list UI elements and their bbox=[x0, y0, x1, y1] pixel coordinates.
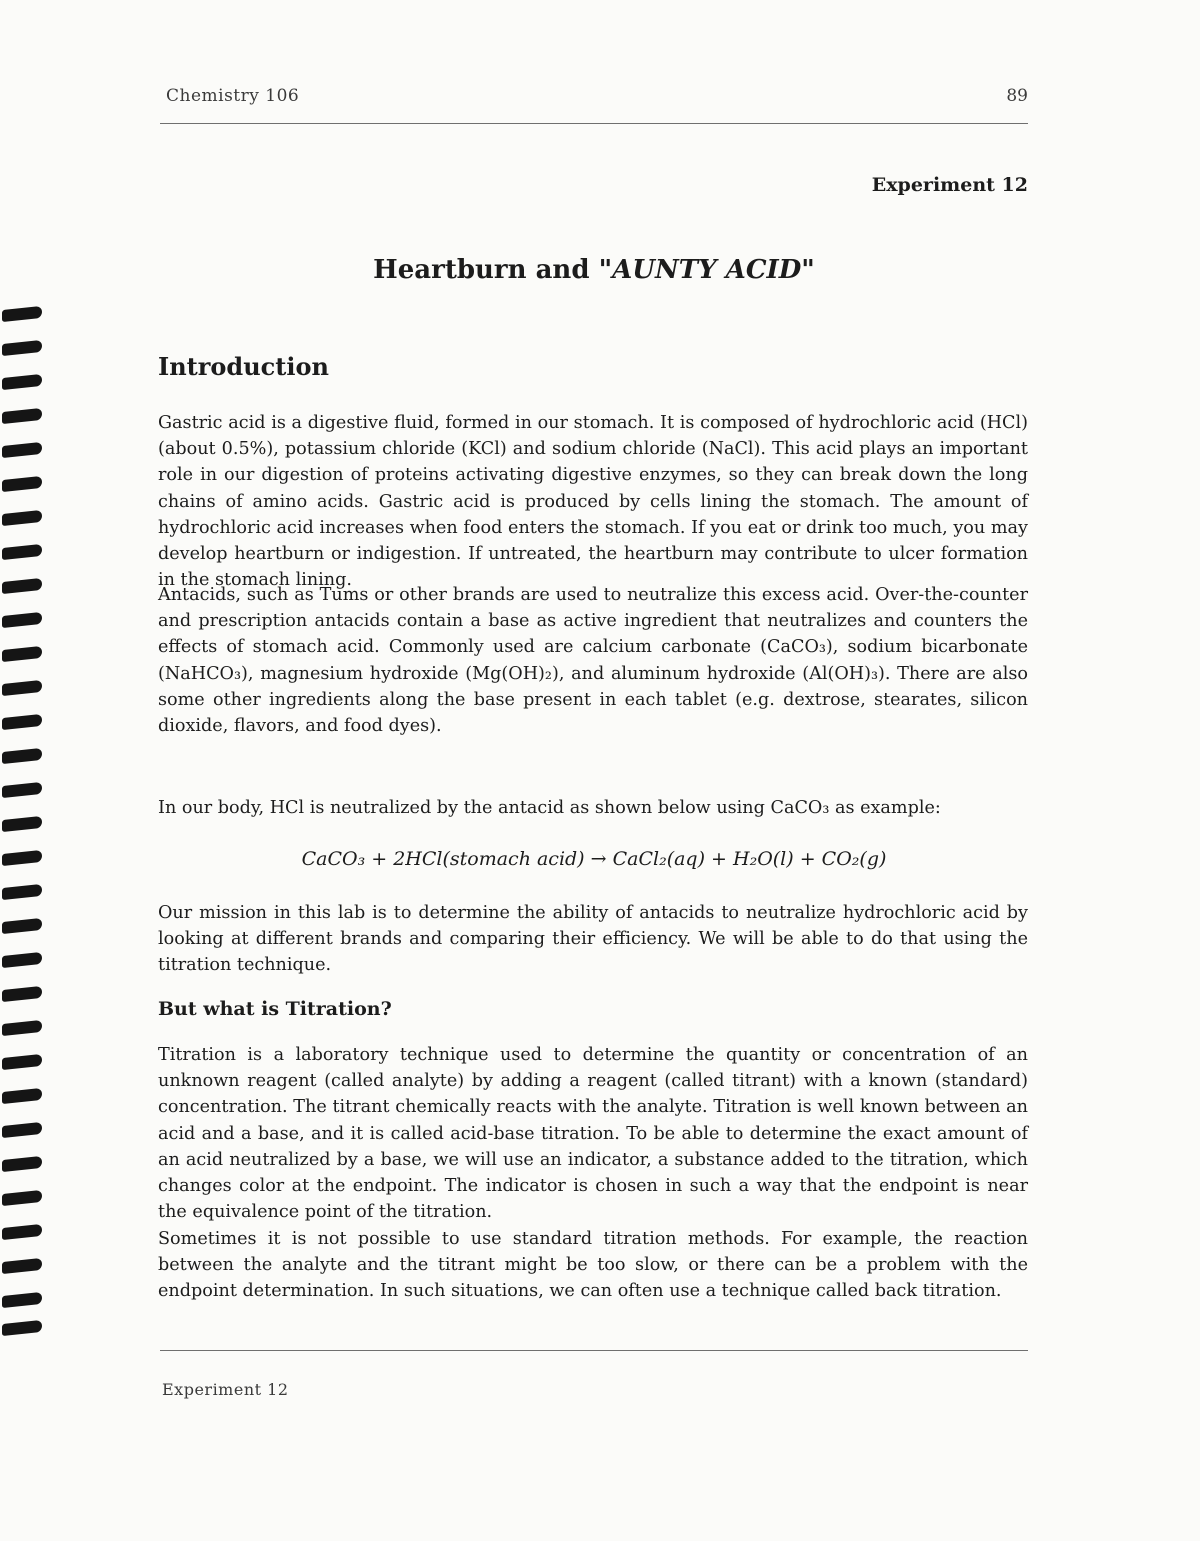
binding-ring bbox=[2, 884, 42, 900]
title-emphasis: "AUNTY ACID" bbox=[598, 255, 815, 285]
binding-ring bbox=[2, 1122, 42, 1138]
header-rule bbox=[160, 123, 1028, 124]
binding-ring bbox=[2, 1054, 42, 1070]
binding-ring bbox=[2, 850, 42, 866]
binding-ring bbox=[2, 544, 42, 560]
binding-ring bbox=[2, 510, 42, 526]
intro-paragraph-2: Antacids, such as Tums or other brands are used to neutralize this excess acid. Over-the-counter and prescription antacids contain a base as active ingredient that neutralizes and counters the effects of stomach acid. Commonly used are calcium carbonate (CaCO₃), sodium bicarbonate (NaHCO₃), magnesium hydroxide (Mg(OH)₂), and aluminum hydroxide (Al(OH)₃). There are also some other ingredients along the base present in each tablet (e.g. dextrose, stearates, silicon dioxide, flavors, and food dyes). bbox=[158, 585, 1028, 737]
binding-ring bbox=[2, 1088, 42, 1104]
page-number: 89 bbox=[1006, 86, 1028, 106]
page-title bbox=[160, 255, 1028, 285]
binding-ring bbox=[2, 306, 42, 322]
binding-ring bbox=[2, 408, 42, 424]
binding-ring bbox=[2, 748, 42, 764]
titration-paragraph-2: Sometimes it is not possible to use standard titration methods. For example, the reaction between the analyte and the titrant might be too slow, or there can be a problem with the endpoint determination. In such situations, we can often use a technique called back titration. bbox=[158, 1229, 1028, 1302]
binding-ring bbox=[2, 340, 42, 356]
binding-ring bbox=[2, 578, 42, 594]
binding-ring bbox=[2, 1224, 42, 1240]
title-main: Heartburn and bbox=[373, 255, 599, 285]
running-header bbox=[160, 86, 1028, 108]
binding-ring bbox=[2, 1190, 42, 1206]
binding-ring bbox=[2, 1156, 42, 1172]
binding-ring bbox=[2, 374, 42, 390]
footer-label: Experiment 12 bbox=[162, 1380, 289, 1399]
binding-ring bbox=[2, 918, 42, 934]
binding-ring bbox=[2, 816, 42, 832]
intro-paragraph-4: Our mission in this lab is to determine the ability of antacids to neutralize hydrochloric acid by looking at different brands and comparing their efficiency. We will be able to do that using the titration technique. bbox=[158, 903, 1028, 976]
binding-ring bbox=[2, 1292, 42, 1308]
titration-paragraph-1: Titration is a laboratory technique used to determine the quantity or concentration of an unknown reagent (called analyte) by adding a reagent (called titrant) with a known (standard) concentration. The titrant chemically reacts with the analyte. Titration is well known between an acid and a base, and it is called acid-base titration. To be able to determine the exact amount of an acid neutralized by a base, we will use an indicator, a substance added to the titration, which changes color at the endpoint. The indicator is chosen in such a way that the endpoint is near the equivalence point of the titration. bbox=[158, 1045, 1028, 1223]
binding-ring bbox=[2, 986, 42, 1002]
binding-ring bbox=[2, 646, 42, 662]
intro-paragraph-1: Gastric acid is a digestive fluid, formed in our stomach. It is composed of hydrochloric acid (HCl) (about 0.5%), potassium chloride (KCl) and sodium chloride (NaCl). This acid plays an important role in our digestion of proteins activating digestive enzymes, so they can break down the long chains of amino acids. Gastric acid is produced by cells lining the stomach. The amount of hydrochloric acid increases when food enters the stomach. If you eat or drink too much, you may develop heartburn or indigestion. If untreated, the heartburn may contribute to ulcer formation in the stomach lining. bbox=[158, 413, 1028, 591]
binding-ring bbox=[2, 476, 42, 492]
introduction-heading: Introduction bbox=[158, 352, 329, 381]
intro-paragraph-3: In our body, HCl is neutralized by the antacid as shown below using CaCO₃ as example: bbox=[158, 798, 941, 818]
reaction-equation: CaCO₃ + 2HCl(stomach acid) → CaCl₂(aq) + H₂O(l) + CO₂(g) bbox=[301, 848, 887, 870]
course-name: Chemistry 106 bbox=[166, 86, 300, 106]
binding-ring bbox=[2, 1320, 42, 1336]
experiment-label: Experiment 12 bbox=[871, 174, 1028, 196]
binding-ring bbox=[2, 782, 42, 798]
binding-ring bbox=[2, 680, 42, 696]
binding-ring bbox=[2, 1258, 42, 1274]
binding-ring bbox=[2, 442, 42, 458]
footer-rule bbox=[160, 1350, 1028, 1351]
binding-ring bbox=[2, 612, 42, 628]
spiral-binding bbox=[0, 296, 46, 1346]
binding-ring bbox=[2, 714, 42, 730]
titration-heading: But what is Titration? bbox=[158, 998, 392, 1020]
binding-ring bbox=[2, 1020, 42, 1036]
binding-ring bbox=[2, 952, 42, 968]
